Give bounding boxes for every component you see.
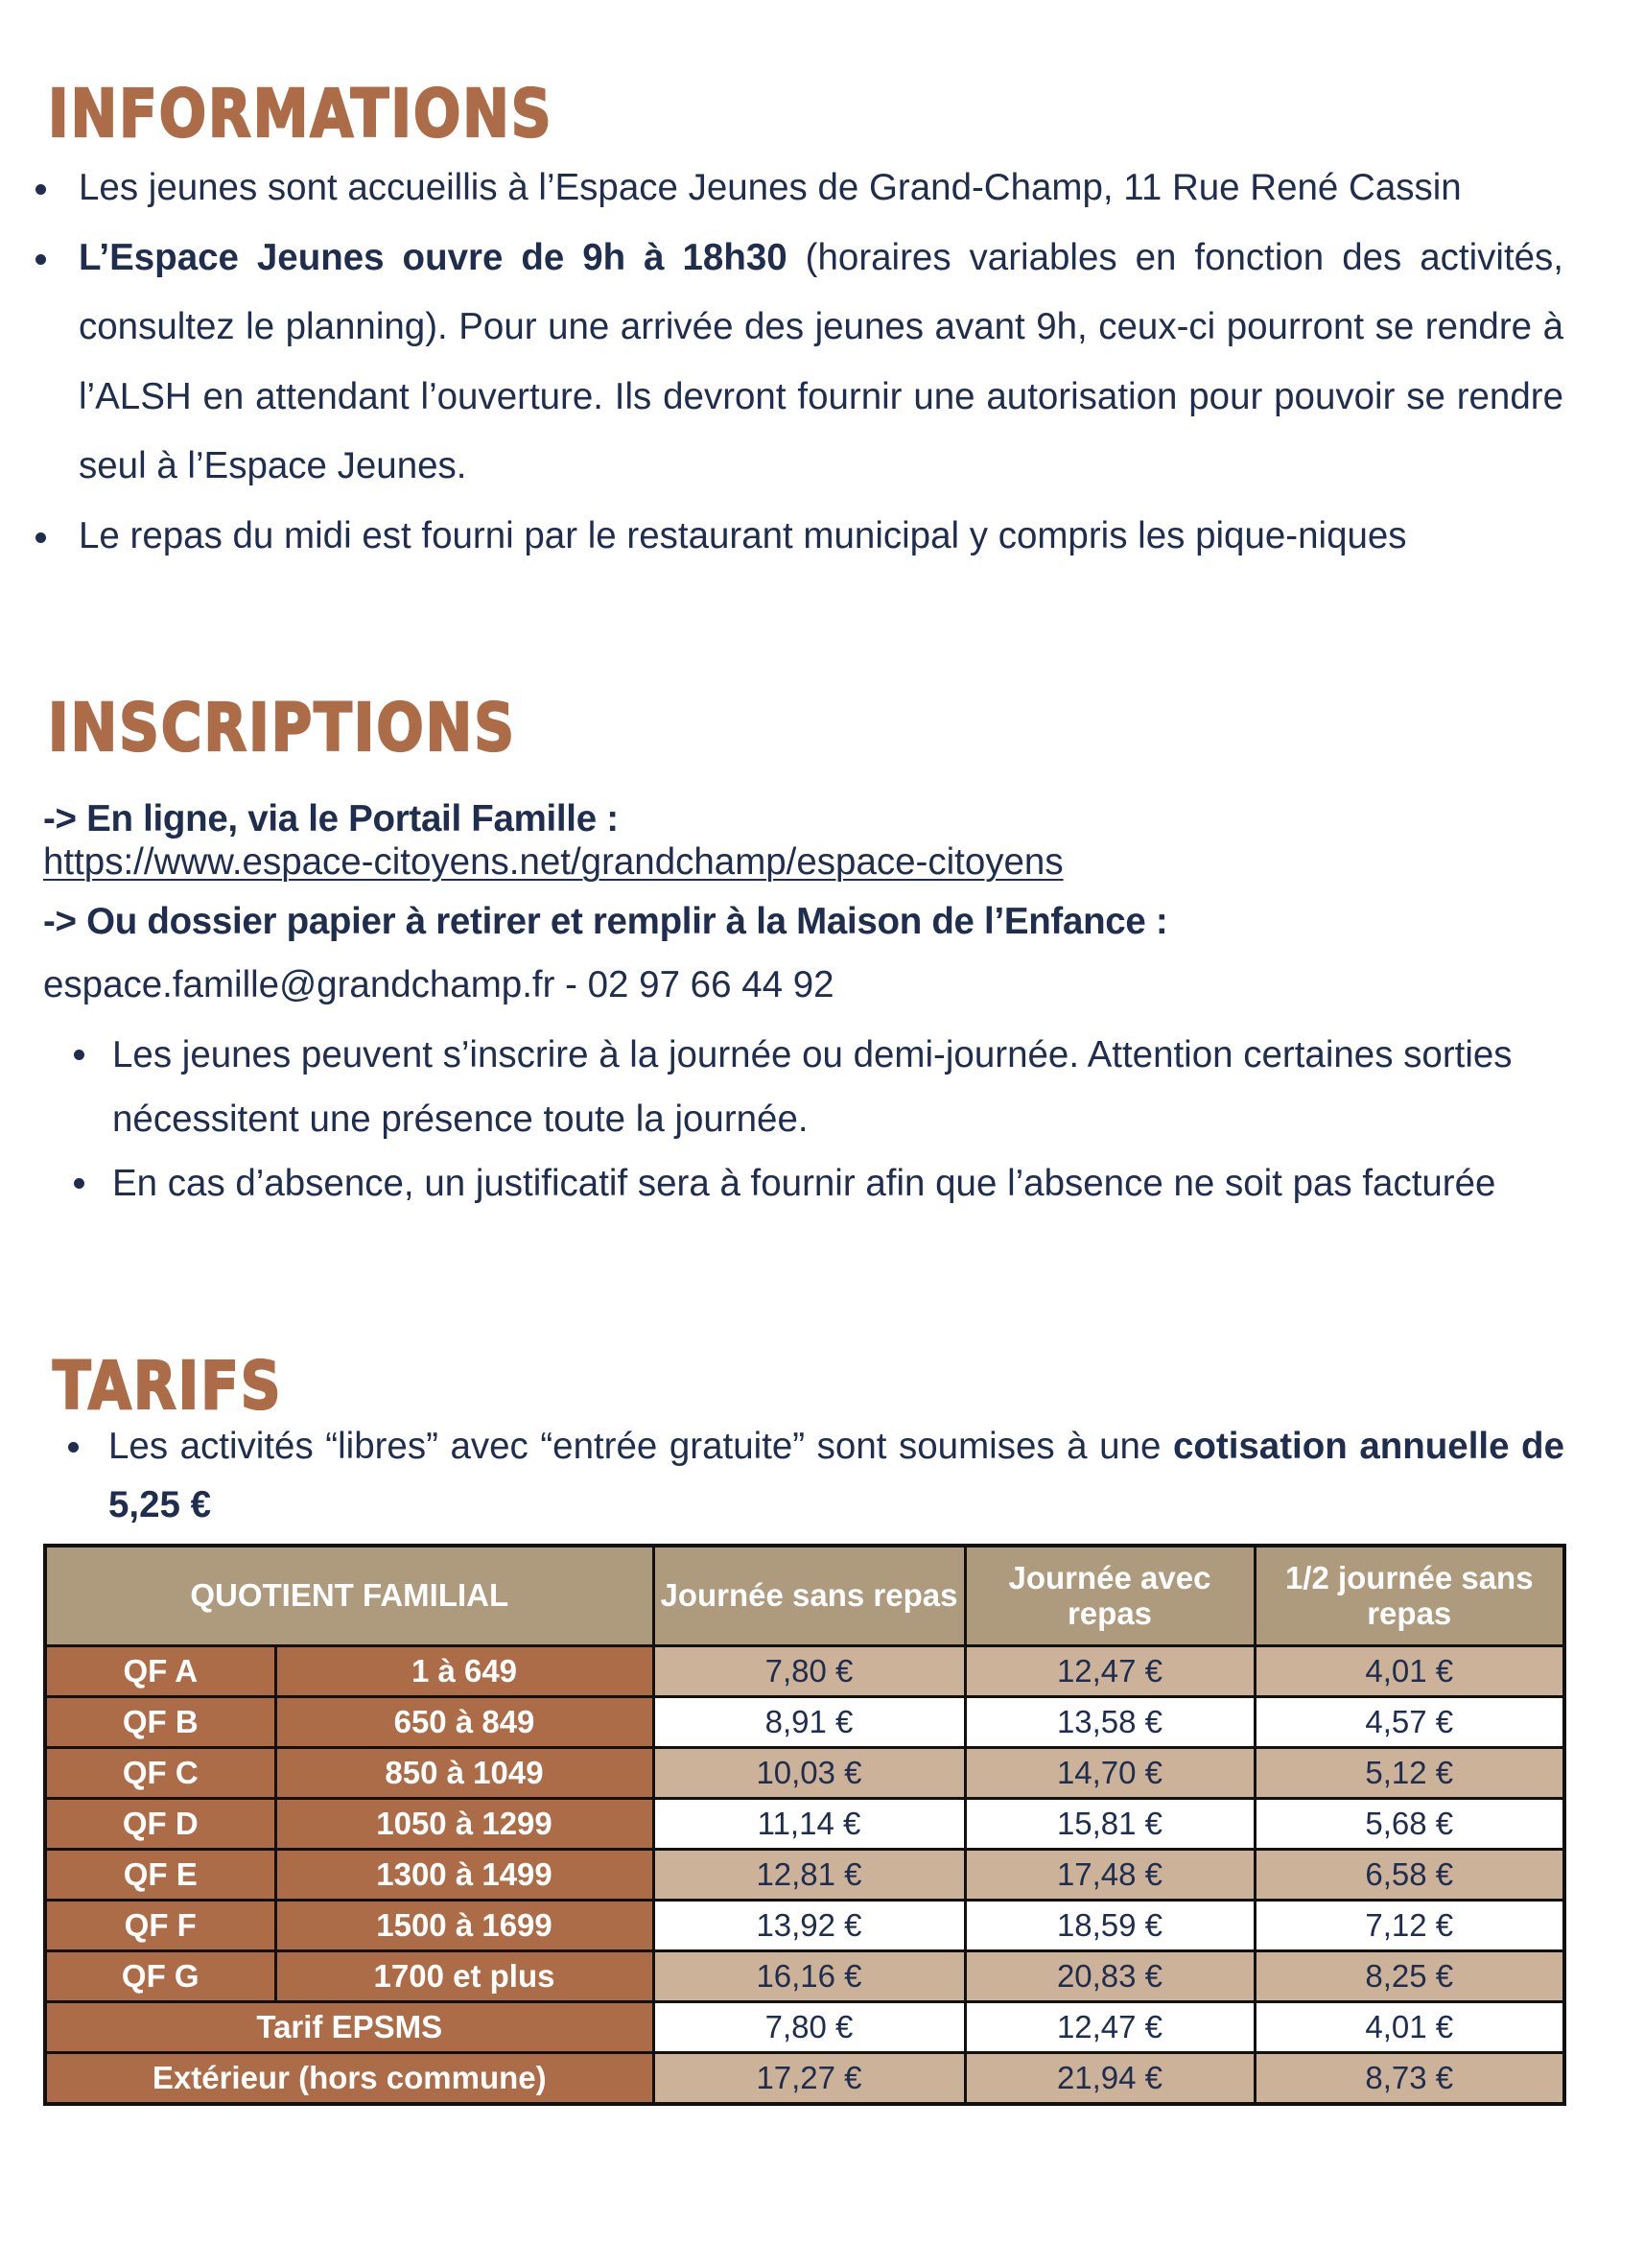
qf-code-cell: QF E xyxy=(45,1850,275,1901)
table-row xyxy=(45,1646,1564,1697)
table-row xyxy=(45,1901,1564,1951)
informations-list xyxy=(79,154,1563,571)
qf-code-cell: QF C xyxy=(45,1748,275,1799)
tarifs-table xyxy=(43,1544,1566,2106)
price-cell-col1: 7,80 € xyxy=(653,2002,965,2053)
tarifs-table-body xyxy=(45,1646,1564,2105)
list-item xyxy=(79,224,1563,502)
price-cell-col3: 5,68 € xyxy=(1255,1799,1564,1850)
bullet-icon xyxy=(68,1442,79,1453)
price-cell-col1: 13,92 € xyxy=(653,1901,965,1951)
qf-range-cell: 1500 à 1699 xyxy=(275,1901,653,1951)
qf-range-cell: 1300 à 1499 xyxy=(275,1850,653,1901)
qf-range-cell: 1050 à 1299 xyxy=(275,1799,653,1850)
price-cell-col1: 10,03 € xyxy=(653,1748,965,1799)
table-row xyxy=(45,1951,1564,2002)
header-demi-journee-sans-repas: 1/2 journée sans repas xyxy=(1255,1546,1564,1646)
price-cell-col1: 16,16 € xyxy=(653,1951,965,2002)
special-tarif-label: Extérieur (hors commune) xyxy=(45,2053,653,2105)
header-journee-avec-repas: Journée avec repas xyxy=(965,1546,1255,1646)
price-cell-col2: 21,94 € xyxy=(965,2053,1255,2105)
price-cell-col3: 5,12 € xyxy=(1255,1748,1564,1799)
bullet-icon xyxy=(35,184,46,195)
qf-range-cell: 1 à 649 xyxy=(275,1646,653,1697)
price-cell-col1: 7,80 € xyxy=(653,1646,965,1697)
price-cell-col3: 4,01 € xyxy=(1255,1646,1564,1697)
price-cell-col2: 20,83 € xyxy=(965,1951,1255,2002)
table-row xyxy=(45,2053,1564,2105)
bullet-icon xyxy=(35,532,46,543)
qf-code-cell: QF D xyxy=(45,1799,275,1850)
table-row xyxy=(45,1799,1564,1850)
list-item xyxy=(112,1023,1551,1151)
price-cell-col1: 12,81 € xyxy=(653,1850,965,1901)
table-row xyxy=(45,2002,1564,2053)
contact-info: espace.famille@grandchamp.fr - 02 97 66 44 92 xyxy=(43,964,834,1005)
price-cell-col2: 18,59 € xyxy=(965,1901,1255,1951)
list-item xyxy=(79,154,1563,224)
opening-hours-text: L’Espace Jeunes ouvre de 9h à 18h30 xyxy=(79,236,787,278)
price-cell-col2: 14,70 € xyxy=(965,1748,1255,1799)
price-cell-col3: 8,73 € xyxy=(1255,2053,1564,2105)
cotisation-note-text: Les activités “libres” avec “entrée gratuite” sont soumises à une xyxy=(108,1426,1173,1467)
qf-range-cell: 1700 et plus xyxy=(275,1951,653,2002)
bullet-icon xyxy=(35,254,46,265)
price-cell-col3: 6,58 € xyxy=(1255,1850,1564,1901)
header-quotient-familial: QUOTIENT FAMILIAL xyxy=(45,1546,653,1646)
qf-range-cell: 850 à 1049 xyxy=(275,1748,653,1799)
qf-code-cell: QF B xyxy=(45,1697,275,1748)
online-registration-label: -> En ligne, via le Portail Famille : xyxy=(43,798,619,839)
bullet-icon xyxy=(74,1178,84,1189)
table-row xyxy=(45,1850,1564,1901)
header-journee-sans-repas: Journée sans repas xyxy=(653,1546,965,1646)
price-cell-col1: 11,14 € xyxy=(653,1799,965,1850)
tarifs-list xyxy=(108,1417,1564,1534)
qf-code-cell: QF F xyxy=(45,1901,275,1951)
informations-heading: INFORMATIONS xyxy=(48,75,553,153)
qf-code-cell: QF A xyxy=(45,1646,275,1697)
qf-range-cell: 650 à 849 xyxy=(275,1697,653,1748)
qf-code-cell: QF G xyxy=(45,1951,275,2002)
table-header-row xyxy=(45,1546,1564,1646)
price-cell-col1: 17,27 € xyxy=(653,2053,965,2105)
portail-famille-link[interactable]: https://www.espace-citoyens.net/grandchamp/espace-citoyens xyxy=(43,841,1064,883)
meal-info-text: Le repas du midi est fourni par le restaurant municipal y compris les pique-niques xyxy=(79,514,1407,556)
paper-registration-label: -> Ou dossier papier à retirer et remplir à la Maison de l’Enfance : xyxy=(43,901,1168,942)
list-item xyxy=(108,1417,1564,1534)
list-item xyxy=(79,502,1563,572)
price-cell-col2: 12,47 € xyxy=(965,1646,1255,1697)
price-cell-col2: 15,81 € xyxy=(965,1799,1255,1850)
registration-info-text: Les jeunes peuvent s’inscrire à la journée ou demi-journée. Attention certaines sorties nécessitent une présence toute la journée. xyxy=(112,1034,1513,1140)
special-tarif-label: Tarif EPSMS xyxy=(45,2002,653,2053)
info-address-text: Les jeunes sont accueillis à l’Espace Jeunes de Grand-Champ, 11 Rue René Cassin xyxy=(79,167,1462,208)
price-cell-col1: 8,91 € xyxy=(653,1697,965,1748)
table-row xyxy=(45,1748,1564,1799)
inscriptions-list xyxy=(112,1023,1637,1216)
price-cell-col2: 12,47 € xyxy=(965,2002,1255,2053)
tarifs-heading: TARIFS xyxy=(53,1347,283,1425)
list-item xyxy=(112,1151,1637,1216)
price-cell-col2: 13,58 € xyxy=(965,1697,1255,1748)
price-cell-col3: 7,12 € xyxy=(1255,1901,1564,1951)
bullet-icon xyxy=(74,1050,84,1060)
price-cell-col3: 4,57 € xyxy=(1255,1697,1564,1748)
price-cell-col3: 4,01 € xyxy=(1255,2002,1564,2053)
table-row xyxy=(45,1697,1564,1748)
price-cell-col3: 8,25 € xyxy=(1255,1951,1564,2002)
cotisation-amount: cotisation annuelle de 5,25 € xyxy=(108,1426,1564,1525)
absence-info-text: En cas d’absence, un justificatif sera à fournir afin que l’absence ne soit pas facturée xyxy=(112,1163,1496,1204)
inscriptions-heading: INSCRIPTIONS xyxy=(48,689,516,767)
price-cell-col2: 17,48 € xyxy=(965,1850,1255,1901)
opening-hours-details: (horaires variables en fonction des activités, consultez le planning). Pour une arrivée des jeunes avant 9h, ceux-ci pourront se rendre à l’ALSH en attendant l’ouverture. Ils devront fournir une autorisation pour pouvoir se rendre seul à l’Espace Jeunes. xyxy=(79,236,1563,486)
